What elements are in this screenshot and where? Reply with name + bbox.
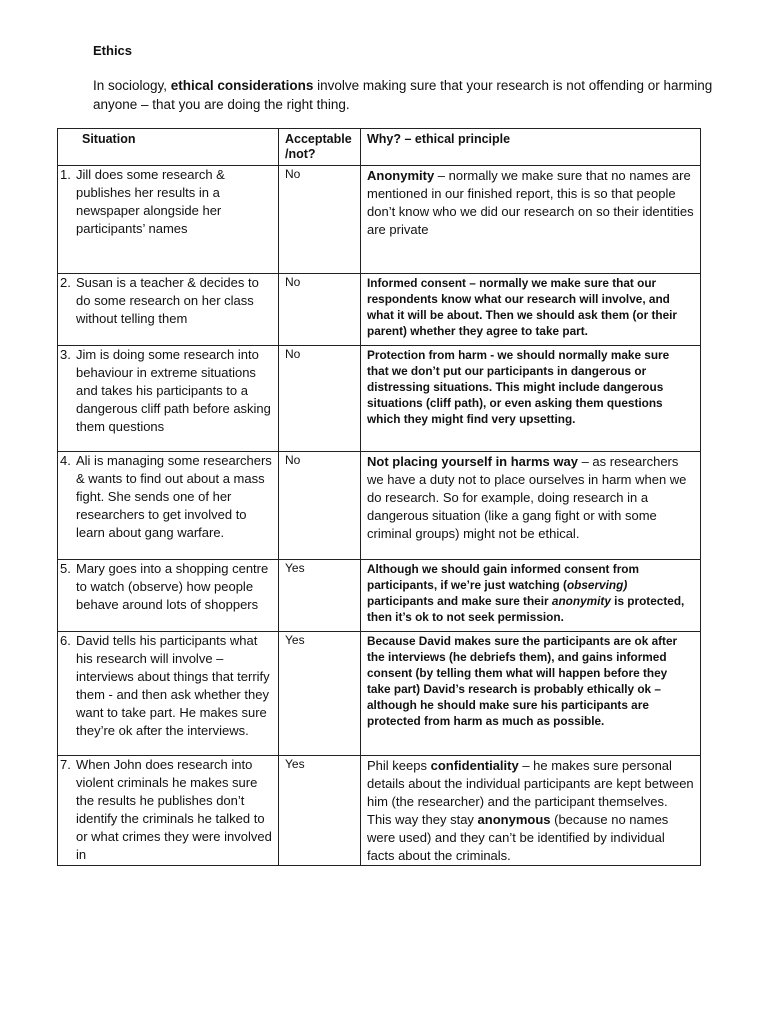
- row-number: 5.: [60, 561, 71, 576]
- situation-text: Ali is managing some researchers & wants to find out about a mass fight. She sends one of her researchers to get involved to learn about gang warfare.: [76, 453, 272, 540]
- acceptable-cell: No: [279, 452, 361, 560]
- acceptable-cell: No: [279, 346, 361, 452]
- why-text-part: Phil keeps: [367, 758, 431, 773]
- intro-text-start: In sociology,: [93, 78, 171, 93]
- row-number: 2.: [60, 275, 71, 290]
- header-situation: Situation: [58, 129, 279, 166]
- why-cell: [361, 756, 701, 866]
- row-number: 6.: [60, 633, 71, 648]
- ethics-table: [57, 128, 701, 866]
- situation-text: Mary goes into a shopping centre to watch (observe) how people behave around lots of shoppers: [76, 561, 269, 612]
- row-number: 3.: [60, 347, 71, 362]
- principle-explanation: – normally we make sure that no names are mentioned in our finished report, this is so that people don’t know who we did our research on so their identities are private: [367, 168, 694, 237]
- principle-explanation: - we should normally make sure that we don’t put our participants in dangerous or distressing situations. This might include dangerous situations (cliff path), or even asking them questions which they might find very upsetting.: [367, 348, 670, 426]
- why-cell: [361, 274, 701, 346]
- table-row: [58, 346, 701, 452]
- principle-name: Informed consent: [367, 276, 466, 290]
- acceptable-cell: No: [279, 274, 361, 346]
- intro-paragraph: [93, 76, 713, 114]
- row-number: 7.: [60, 757, 71, 772]
- acceptable-cell: Yes: [279, 560, 361, 632]
- why-text-bold: confidentiality: [430, 758, 519, 773]
- acceptable-cell: Yes: [279, 632, 361, 756]
- why-text-bold: anonymous: [477, 812, 551, 827]
- principle-name: Protection from harm: [367, 348, 487, 362]
- why-text-part: is protected, then it’s ok to not seek permission.: [367, 594, 685, 624]
- why-text-part: participants and make sure their: [367, 594, 552, 608]
- situation-cell: [58, 166, 279, 274]
- principle-name: Not placing yourself in harms way: [367, 454, 578, 469]
- page-title: Ethics: [93, 43, 133, 58]
- principle-explanation: – as researchers we have a duty not to place ourselves in harm when we do research. So for example, doing research in a dangerous situation (like a gang fight or with some criminal groups) might not be ethical.: [367, 454, 687, 541]
- why-text-part: (because no names were used) and they can’t be identified by individual facts about the criminals.: [367, 812, 669, 863]
- acceptable-cell: Yes: [279, 756, 361, 866]
- principle-explanation: – normally we make sure that our respondents know what our research will involve, and what it will be about. Then we should ask them (or their parent) whether they agree to take part.: [367, 276, 678, 338]
- why-cell: [361, 560, 701, 632]
- table-row: [58, 274, 701, 346]
- table-row: [58, 632, 701, 756]
- why-cell: [361, 452, 701, 560]
- table-row: [58, 756, 701, 866]
- situation-cell: [58, 346, 279, 452]
- row-number: 1.: [60, 167, 71, 182]
- intro-bold-term: ethical considerations: [170, 78, 314, 93]
- situation-text: When John does research into violent criminals he makes sure the results he publishes don’t identify the criminals he talked to or what crimes they were involved in: [76, 757, 272, 862]
- header-acceptable: Acceptable /not?: [279, 129, 361, 166]
- situation-cell: [58, 560, 279, 632]
- why-cell: [361, 166, 701, 274]
- situation-cell: [58, 452, 279, 560]
- situation-text: Susan is a teacher & decides to do some research on her class without telling them: [76, 275, 259, 326]
- table-row: [58, 452, 701, 560]
- situation-cell: [58, 632, 279, 756]
- acceptable-cell: No: [279, 166, 361, 274]
- why-text-part: – he makes sure personal details about the individual participants are kept between him (the researcher) and the participant themselves. This way they stay: [367, 758, 694, 827]
- table-row: [58, 560, 701, 632]
- principle-name: Anonymity: [367, 168, 435, 183]
- table-header-row: [58, 129, 701, 166]
- row-number: 4.: [60, 453, 71, 468]
- situation-text: Jim is doing some research into behaviour in extreme situations and takes his participants to a dangerous cliff path before asking them questions: [76, 347, 271, 434]
- why-cell: Because David makes sure the participants are ok after the interviews (he debriefs them), and gains informed consent (by telling them what will happen before they take part) David’s research is probably ethically ok – although he should make sure his participants are protected from harm as much as possible.: [361, 632, 701, 756]
- header-why: Why? – ethical principle: [361, 129, 701, 166]
- situation-cell: [58, 756, 279, 866]
- why-text-italic: anonymity: [551, 594, 611, 608]
- why-text-part: Although we should gain informed consent from participants, if we’re just watching (: [367, 562, 639, 592]
- situation-cell: [58, 274, 279, 346]
- why-text-italic: observing): [566, 578, 628, 592]
- why-cell: [361, 346, 701, 452]
- intro-text-end: involve making sure that your research is not offending or harming anyone – that you are doing the right thing.: [93, 78, 713, 112]
- situation-text: David tells his participants what his research will involve – interviews about things that terrify them - and then ask whether they want to take part. He makes sure they’re ok after the interviews.: [76, 633, 270, 738]
- situation-text: Jill does some research & publishes her results in a newspaper alongside her participants’ names: [76, 167, 225, 236]
- table-row: [58, 166, 701, 274]
